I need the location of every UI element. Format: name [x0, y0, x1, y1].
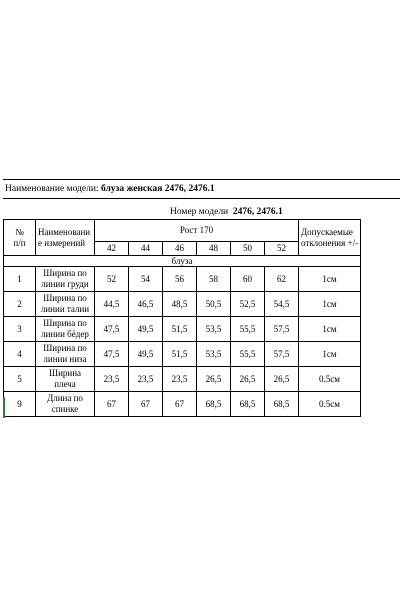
table-row: [4, 367, 361, 392]
size-header: 44: [129, 242, 163, 256]
tolerance-value: 0.5см: [299, 392, 361, 417]
measurement-name-line1: Ширина: [48, 368, 82, 378]
model-number-label: [170, 205, 283, 219]
model-number-label-text: Номер модели: [170, 207, 229, 217]
measurement-value: 58: [197, 267, 231, 292]
model-number-row: [3, 205, 400, 219]
measurement-value: 68,5: [197, 392, 231, 417]
measurement-value: 53,5: [197, 342, 231, 367]
table-row: [4, 317, 361, 342]
table-row: [4, 267, 361, 292]
measurement-value: 49,5: [129, 317, 163, 342]
row-number: 9: [4, 392, 36, 417]
measurement-name-line2: спинке: [51, 404, 79, 414]
measurement-value: 51,5: [163, 317, 197, 342]
size-header: 42: [95, 242, 129, 256]
measurement-name: [36, 392, 95, 417]
measurement-value: 68,5: [265, 392, 299, 417]
measurement-value: 47,5: [95, 317, 129, 342]
tolerance-value: 1см: [299, 292, 361, 317]
tolerance-header-line2: отклонения +/-: [301, 237, 359, 248]
table-row: [4, 342, 361, 367]
measurement-name-line2: линии груди: [41, 279, 89, 289]
measurement-name: [36, 342, 95, 367]
measurement-name-line1: Ширина по: [43, 318, 87, 328]
measurement-value: 54: [129, 267, 163, 292]
measurement-value: 26,5: [265, 367, 299, 392]
measurement-name: [36, 267, 95, 292]
num-header-line1: №: [15, 226, 24, 237]
name-header-line1: Наименовани: [38, 226, 91, 237]
cell-selection-marker: [3, 397, 5, 418]
measurement-name-line2: линии талии: [40, 304, 90, 314]
model-title-row: [3, 179, 400, 199]
size-header: 48: [197, 242, 231, 256]
measurement-name-line1: Длина по: [47, 393, 83, 403]
num-header: [4, 220, 36, 256]
measurement-value: 26,5: [197, 367, 231, 392]
measurement-name-line1: Ширина по: [43, 343, 87, 353]
measurement-value: 53,5: [197, 317, 231, 342]
measurement-name: [36, 367, 95, 392]
measurement-value: 55,5: [231, 342, 265, 367]
size-header: 52: [265, 242, 299, 256]
measurement-value: 23,5: [163, 367, 197, 392]
measurement-name-line2: линии низа: [43, 354, 87, 364]
row-number: 2: [4, 292, 36, 317]
measurement-value: 62: [265, 267, 299, 292]
measurement-value: 67: [129, 392, 163, 417]
measurement-value: 68,5: [231, 392, 265, 417]
measurement-value: 52: [95, 267, 129, 292]
measurement-value: 52,5: [231, 292, 265, 317]
tolerance-header-line1: Допускаемые: [301, 226, 353, 237]
section-label: блуза: [4, 256, 361, 267]
size-header: 50: [231, 242, 265, 256]
measurement-name-line1: Ширина по: [43, 268, 87, 278]
measurement-name: [36, 292, 95, 317]
measurement-value: 54,5: [265, 292, 299, 317]
measurement-name-line2: плеча: [54, 379, 76, 389]
measurement-value: 48,5: [163, 292, 197, 317]
tolerance-value: 0.5см: [299, 367, 361, 392]
row-number: 3: [4, 317, 36, 342]
table-row: [4, 292, 361, 317]
row-number: 4: [4, 342, 36, 367]
measurement-value: 57,5: [265, 342, 299, 367]
size-header: 46: [163, 242, 197, 256]
header-row: [4, 220, 361, 242]
measurement-value: 67: [163, 392, 197, 417]
tolerance-value: 1см: [299, 342, 361, 367]
measurement-value: 55,5: [231, 317, 265, 342]
measurement-value: 67: [95, 392, 129, 417]
tolerance-header: [299, 220, 361, 256]
measurement-value: 23,5: [129, 367, 163, 392]
row-number: 1: [4, 267, 36, 292]
model-title-label: Наименование модели:: [5, 184, 99, 194]
measurement-name-line2: линии бёдер: [41, 329, 89, 339]
measurement-value: 44,5: [95, 292, 129, 317]
measurement-value: 51,5: [163, 342, 197, 367]
tolerance-value: 1см: [299, 317, 361, 342]
measurement-value: 26,5: [231, 367, 265, 392]
section-row: [4, 256, 361, 267]
measurement-table: [3, 219, 361, 417]
measurement-value: 57,5: [265, 317, 299, 342]
model-number-value: 2476, 2476.1: [232, 207, 283, 217]
measurement-value: 50,5: [197, 292, 231, 317]
table-row: [4, 392, 361, 417]
tolerance-value: 1см: [299, 267, 361, 292]
measurement-value: 60: [231, 267, 265, 292]
name-header: [36, 220, 95, 256]
row-number: 5: [4, 367, 36, 392]
height-header: Рост 170: [95, 220, 299, 242]
name-header-line2: е измерений: [38, 237, 86, 248]
num-header-line2: п/п: [13, 237, 26, 248]
measurement-name: [36, 317, 95, 342]
measurement-value: 23,5: [95, 367, 129, 392]
measurement-value: 47,5: [95, 342, 129, 367]
model-title-value: блуза женская 2476, 2476.1: [100, 184, 215, 194]
measurement-value: 49,5: [129, 342, 163, 367]
measurement-name-line1: Ширина по: [43, 293, 87, 303]
measurement-value: 46,5: [129, 292, 163, 317]
measurement-value: 56: [163, 267, 197, 292]
